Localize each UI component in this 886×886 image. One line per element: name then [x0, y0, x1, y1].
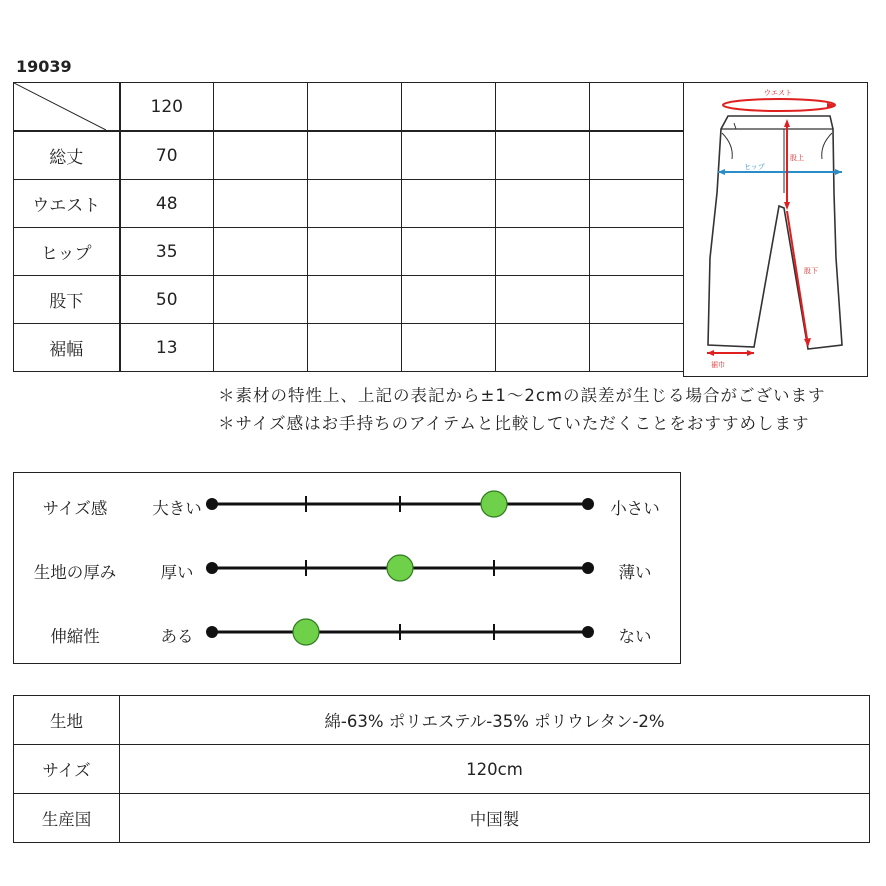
spec-value: 120cm — [120, 745, 870, 794]
size-header-cell — [308, 83, 402, 132]
table-row — [14, 276, 684, 324]
table-cell — [214, 324, 308, 372]
feel-chart — [13, 472, 681, 664]
size-header-cell — [402, 83, 496, 132]
feel-label: 生地の厚み — [33, 563, 117, 582]
size-header-cell — [496, 83, 590, 132]
row-label: 裾幅 — [14, 324, 120, 372]
table-cell — [496, 180, 590, 228]
pants-diagram — [683, 82, 868, 377]
table-cell: 13 — [120, 324, 214, 372]
table-cell — [590, 228, 684, 276]
table-cell — [214, 131, 308, 180]
table-cell — [308, 324, 402, 372]
size-header-row — [14, 83, 684, 132]
table-row — [14, 745, 870, 794]
inseam-label: 股下 — [804, 267, 818, 275]
hem-label: 裾巾 — [711, 361, 725, 369]
spec-value: 綿-63% ポリエステル-35% ポリウレタン-2% — [120, 696, 870, 745]
table-cell — [496, 228, 590, 276]
feel-label: 伸縮性 — [50, 627, 100, 646]
note-line: ＊素材の特性上、上記の表記から±1〜2cmの誤差が生じる場合がございます — [218, 386, 826, 405]
feel-right-label: 小さい — [610, 499, 660, 518]
table-cell — [496, 276, 590, 324]
feel-label: サイズ感 — [42, 499, 108, 518]
table-cell — [214, 180, 308, 228]
table-cell: 48 — [120, 180, 214, 228]
table-cell: 50 — [120, 276, 214, 324]
table-cell — [308, 180, 402, 228]
pants-illustration — [684, 83, 867, 376]
feel-scale — [204, 549, 604, 589]
product-code: 19039 — [16, 57, 72, 76]
table-cell — [214, 276, 308, 324]
size-header-cell — [590, 83, 684, 132]
table-row — [14, 131, 684, 180]
feel-marker — [481, 491, 507, 517]
measurement-notes — [218, 382, 825, 438]
spec-value: 中国製 — [120, 794, 870, 843]
feel-marker — [387, 555, 413, 581]
feel-right-label: ない — [618, 627, 652, 646]
table-cell — [402, 324, 496, 372]
size-table — [13, 82, 684, 372]
corner-cell — [14, 83, 120, 132]
feel-row-size — [14, 485, 682, 525]
diagonal-line — [14, 83, 120, 130]
feel-marker — [293, 619, 319, 645]
table-cell — [308, 131, 402, 180]
row-label: ヒップ — [14, 228, 120, 276]
table-cell — [496, 131, 590, 180]
feel-scale — [204, 613, 604, 653]
size-header-cell — [214, 83, 308, 132]
table-cell — [590, 276, 684, 324]
feel-right-label: 薄い — [618, 563, 652, 582]
feel-row-stretch — [14, 613, 682, 653]
table-row — [14, 324, 684, 372]
table-cell — [590, 180, 684, 228]
feel-left-label: 大きい — [152, 499, 202, 518]
table-cell — [402, 180, 496, 228]
size-header-cell: 120 — [120, 83, 214, 132]
row-label: ウエスト — [14, 180, 120, 228]
spec-label: 生産国 — [14, 794, 120, 843]
spec-table — [13, 695, 870, 843]
table-cell — [402, 276, 496, 324]
row-label: 股下 — [14, 276, 120, 324]
table-cell — [402, 131, 496, 180]
table-cell — [590, 131, 684, 180]
feel-left-label: ある — [160, 627, 194, 646]
waist-label: ウエスト — [764, 89, 792, 97]
spec-label: サイズ — [14, 745, 120, 794]
table-row — [14, 794, 870, 843]
table-cell — [496, 324, 590, 372]
feel-left-label: 厚い — [160, 563, 194, 582]
table-cell — [308, 276, 402, 324]
table-cell: 35 — [120, 228, 214, 276]
hip-label: ヒップ — [744, 163, 765, 171]
table-row — [14, 180, 684, 228]
table-cell — [308, 228, 402, 276]
row-label: 総丈 — [14, 131, 120, 180]
feel-row-thickness — [14, 549, 682, 589]
rise-label: 股上 — [790, 154, 804, 162]
table-cell — [214, 228, 308, 276]
table-row — [14, 228, 684, 276]
note-line: ＊サイズ感はお手持ちのアイテムと比較していただくことをおすすめします — [218, 414, 810, 433]
feel-scale — [204, 485, 604, 525]
table-cell — [402, 228, 496, 276]
table-row — [14, 696, 870, 745]
spec-label: 生地 — [14, 696, 120, 745]
table-cell — [590, 324, 684, 372]
table-cell: 70 — [120, 131, 214, 180]
